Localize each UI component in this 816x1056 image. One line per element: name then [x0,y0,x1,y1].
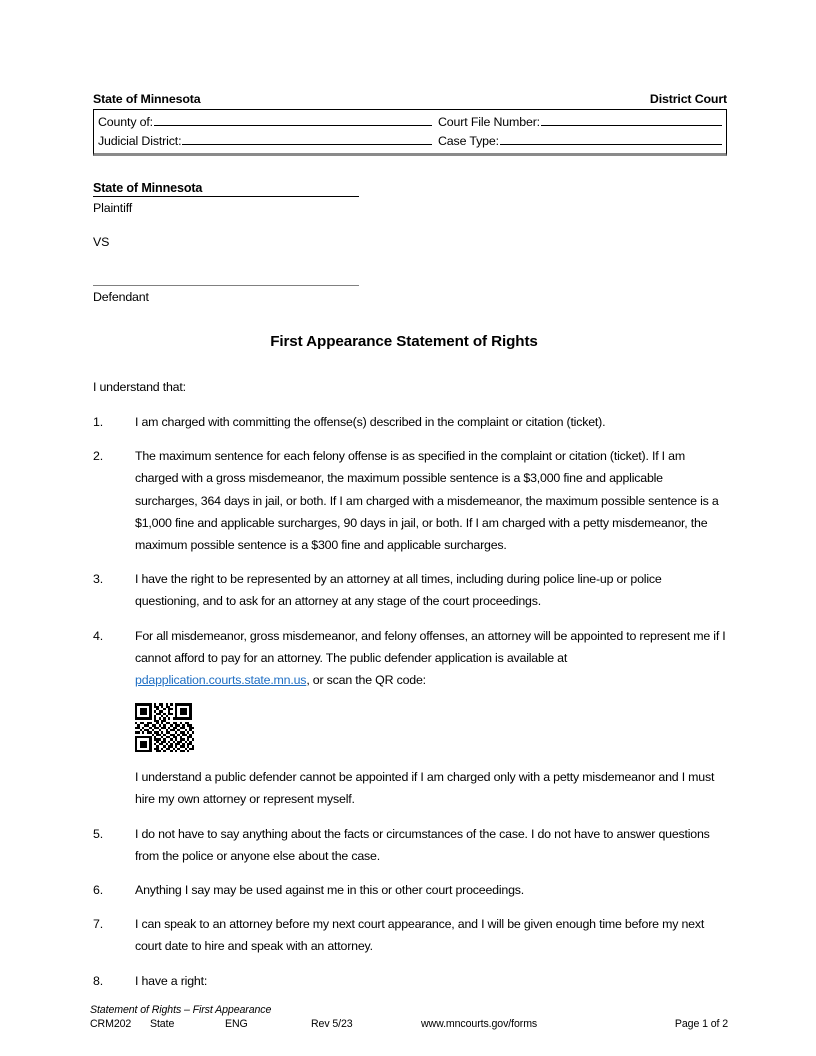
plaintiff-role-label: Plaintiff [93,201,133,215]
court-file-number-field[interactable] [438,112,722,131]
list-item-text: I have a right: [135,973,208,988]
county-input[interactable] [154,112,432,126]
judicial-district-label: Judicial District: [98,134,182,148]
page-footer [90,1004,728,1030]
list-item [93,823,727,867]
footer-scope: State [150,1018,175,1030]
list-item-number: 3. [93,572,103,587]
plaintiff-name: State of Minnesota [93,181,359,197]
list-item-text: Anything I say may be used against me in this or other court proceedings. [135,883,525,898]
list-item [93,879,727,901]
defendant-role-label: Defendant [93,290,149,304]
footer-url: www.mncourts.gov/forms [421,1018,538,1030]
document-body [93,92,727,1004]
list-item-text: I am charged with committing the offense(s) described in the complaint or citation (ticket). [135,415,606,429]
page-title: First Appearance Statement of Rights [270,333,538,350]
defendant-name-input[interactable] [93,249,359,286]
footer-form-title: Statement of Rights – First Appearance [90,1004,272,1016]
county-field[interactable] [98,112,438,131]
judicial-district-input[interactable] [182,131,432,145]
party-caption [93,179,727,304]
footer-form-code: CRM202 [90,1018,132,1030]
caption-row-1 [98,112,722,131]
versus-label: VS [93,235,110,249]
page-header [93,92,727,109]
list-item-number: 6. [93,883,103,898]
footer-language: ENG [225,1018,248,1030]
footer-revision: Rev 5/23 [311,1018,353,1030]
qr-code-icon [135,703,194,752]
judicial-district-field[interactable] [98,131,438,150]
list-item-number: 2. [93,449,103,464]
list-item [93,411,727,433]
court-heading: District Court [649,92,727,106]
intro-text: I understand that: [93,380,186,394]
list-item-text-before-link: For all misdemeanor, gross misdemeanor, and felony offenses, an attorney will be appointed to represent me if I cannot afford to pay for an attorney. The public defender application is available at [135,628,726,665]
list-item-text-after-link: , or scan the QR code: [306,673,426,688]
footer-page-number: Page 1 of 2 [674,1018,728,1030]
list-item-number: 8. [93,973,103,988]
list-item-number: 5. [93,826,103,841]
case-type-input[interactable] [500,131,722,145]
list-item-text: I can speak to an attorney before my next court appearance, and I will be given enough time before my next court date to hire and speak with an attorney. [135,917,705,954]
list-item-number: 1. [93,415,103,429]
list-item [93,568,727,612]
case-type-label: Case Type: [438,134,499,148]
list-item-number: 4. [93,628,103,643]
state-heading: State of Minnesota [93,92,201,106]
caption-table [93,109,727,156]
list-item-text: I do not have to say anything about the facts or circumstances of the case. I do not have to answer questions from the police or anyone else about the case. [135,826,710,863]
court-file-number-input[interactable] [541,112,722,126]
petty-misdemeanor-note: I understand a public defender cannot be appointed if I am charged only with a petty misdemeanor and I must hire my own attorney or represent myself. [135,770,715,807]
list-item [93,913,727,957]
list-item [93,970,727,992]
list-item [93,625,727,811]
caption-row-2 [98,131,722,150]
qr-code-wrapper [135,703,727,752]
public-defender-application-link[interactable]: pdapplication.courts.state.mn.us [135,673,307,688]
rights-list [93,411,727,992]
list-item-text: The maximum sentence for each felony offense is as specified in the complaint or citation (ticket). If I am charged with a gross misdemeanor, the maximum possible sentence is a $3,000 fine and applicable surcharges, 364 days in jail, or both. If I am charged with a misdemeanor, the maximum possible sentence is a $1,000 fine and applicable surcharges, 90 days in jail, or both. If I am charged with a petty misdemeanor, the maximum possible sentence is a $300 fine and applicable surcharges. [135,449,719,553]
list-item [93,445,727,556]
case-type-field[interactable] [438,131,722,150]
county-label: County of: [98,115,153,129]
list-item-text: I have the right to be represented by an attorney at all times, including during police line-up or police questioning, and to ask for an attorney at any stage of the court proceedings. [135,572,662,609]
footer-meta-row [90,1018,728,1030]
list-item-number: 7. [93,917,103,932]
court-file-number-label: Court File Number: [438,115,540,129]
